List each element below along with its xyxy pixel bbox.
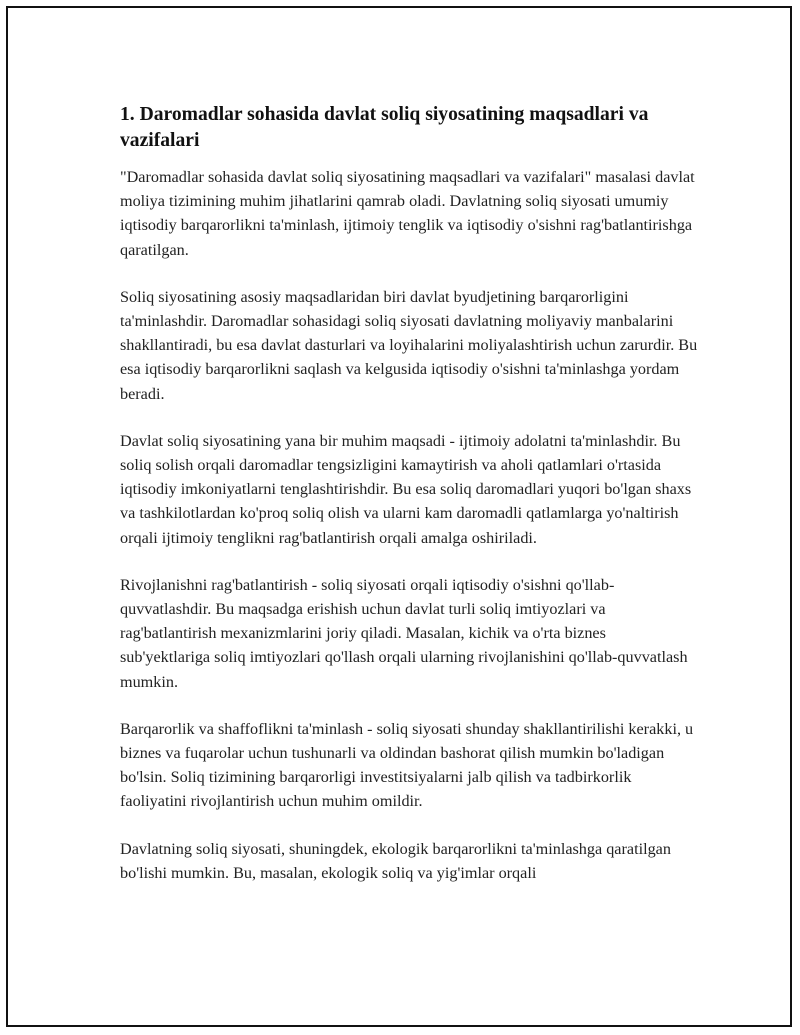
paragraph-ecology: Davlatning soliq siyosati, shuningdek, ekologik barqarorlikni ta'minlashga qaratilgan bo'lishi mumkin. Bu, masalan, ekologik soliq va yig'imlar orqali: [120, 839, 671, 882]
paragraph-social-justice: Davlat soliq siyosatining yana bir muhim maqsadi - ijtimoiy adolatni ta'minlashdir. Bu soliq solish orqali daromadlar tengsizligini kamaytirish va aholi qatlamlari o'rtasida iqtisodiy imkoniyatlarni tenglashtirishdir. Bu esa soliq daromadlari yuqori bo'lgan shaxs va tashkilotlardan ko'proq soliq olish va ularni kam daromadli qatlamlarga yo'naltirish orqali ijtimoiy tenglikni rag'batlantirish orqali amalga oshiriladi.: [120, 431, 692, 547]
document-page: [6, 6, 792, 1027]
section-heading: 1. Daromadlar sohasida davlat soliq siyosatining maqsadlari va vazifalari: [120, 104, 649, 151]
paragraph-intro: "Daromadlar sohasida davlat soliq siyosatining maqsadlari va vazifalari" masalasi davlat moliya tizimining muhim jihatlarini qamrab oladi. Davlatning soliq siyosati umumiy iqtisodiy barqarorlikni ta'minlash, ijtimoiy tenglik va iqtisodiy o'sishni rag'batlantirishga qaratilgan.: [120, 168, 695, 259]
paragraph-transparency: Barqarorlik va shaffoflikni ta'minlash - soliq siyosati shunday shakllantirilishi kerakki, u biznes va fuqarolar uchun tushunarli va oldindan bashorat qilish mumkin bo'ladigan bo'lsin. Soliq tizimining barqarorligi investitsiyalarni jalb qilish va tadbirkorlik faoliyatini rivojlantirish uchun muhim omildir.: [120, 719, 694, 811]
paragraph-development: Rivojlanishni rag'batlantirish - soliq siyosati orqali iqtisodiy o'sishni qo'llab-quvvatlashdir. Bu maqsadga erishish uchun davlat turli soliq imtiyozlari va rag'batlantirish mexanizmlarini joriy qiladi. Masalan, kichik va o'rta biznes sub'yektlariga soliq imtiyozlari qo'llash orqali ularning rivojlanishini qo'llab-quvvatlash mumkin.: [120, 575, 688, 691]
document-content: [120, 102, 698, 908]
paragraph-budget-stability: Soliq siyosatining asosiy maqsadlaridan biri davlat byudjetining barqarorligini ta'minlashdir. Daromadlar sohasidagi soliq siyosati davlatning moliyaviy manbalarini shakllantiradi, bu esa davlat dasturlari va loyihalarini moliyalashtirish uchun zarurdir. Bu esa iqtisodiy barqarorlikni saqlash va kelgusida iqtisodiy o'sishni ta'minlashga yordam beradi.: [120, 287, 698, 403]
